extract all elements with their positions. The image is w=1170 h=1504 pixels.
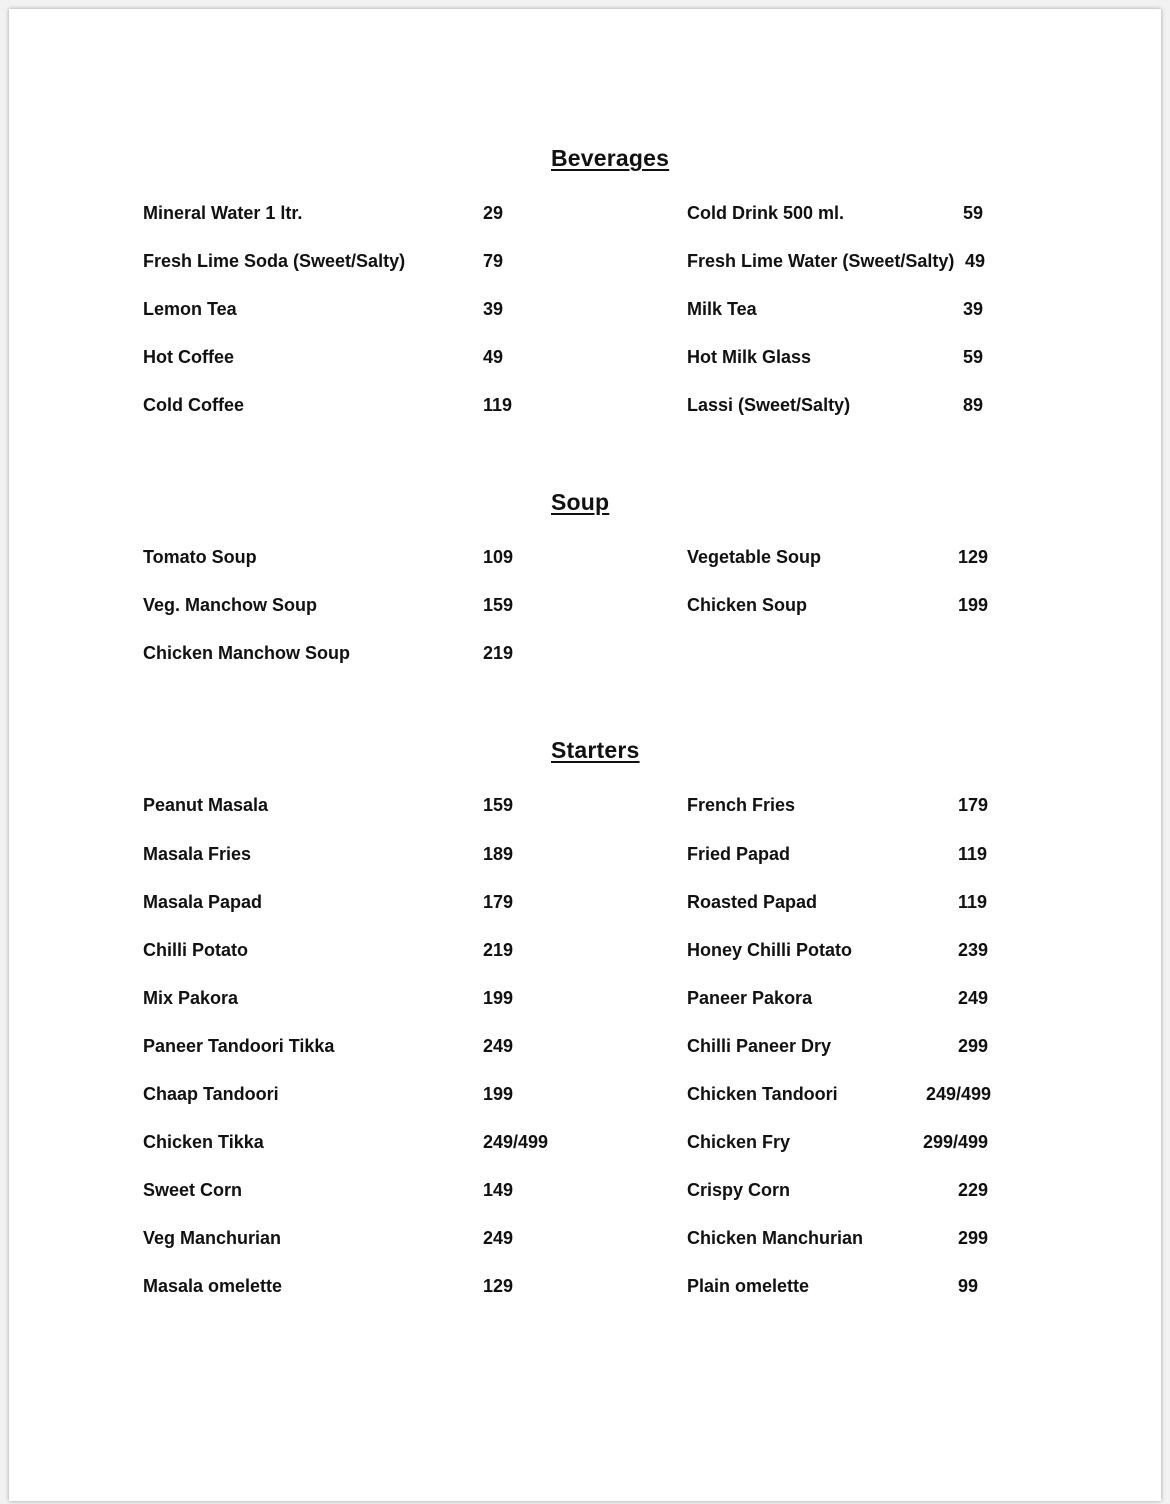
item-name: Peanut Masala [143, 795, 269, 815]
item-price: 199 [483, 988, 514, 1008]
item-price: 79 [483, 251, 504, 271]
item-price: 119 [958, 844, 988, 864]
item-price: 99 [958, 1276, 979, 1296]
item-name: Masala Fries [143, 844, 252, 864]
item-price: 29 [483, 203, 504, 223]
menu-row [9, 986, 1161, 1010]
item-name: Milk Tea [687, 299, 757, 319]
menu-row [9, 842, 1161, 866]
item-name: Cold Coffee [143, 395, 244, 415]
item-price: 119 [958, 892, 988, 912]
item-price: 119 [483, 395, 513, 415]
item-name: Fresh Lime Soda (Sweet/Salty) [143, 251, 406, 271]
item-name: Crispy Corn [687, 1180, 791, 1200]
menu-row [9, 593, 1161, 617]
menu-row [9, 1274, 1161, 1298]
menu-row [9, 201, 1161, 225]
menu-row [9, 1130, 1161, 1154]
item-name: Honey Chilli Potato [687, 940, 853, 960]
item-price: 249 [958, 988, 989, 1008]
item-price: 179 [958, 795, 989, 815]
section-title-beverages: Beverages [551, 145, 670, 171]
item-price: 39 [963, 299, 984, 319]
item-price: 89 [963, 395, 984, 415]
item-price: 299/499 [923, 1132, 989, 1152]
item-price: 159 [483, 595, 514, 615]
menu-row [9, 938, 1161, 962]
item-name: Hot Milk Glass [687, 347, 812, 367]
menu-page [9, 9, 1161, 1501]
item-name: Chicken Tandoori [687, 1084, 838, 1104]
item-price: 199 [483, 1084, 514, 1104]
item-name: Masala omelette [143, 1276, 283, 1296]
item-name: Plain omelette [687, 1276, 810, 1296]
item-name: Chicken Manchurian [687, 1228, 864, 1248]
item-name: Chicken Fry [687, 1132, 791, 1152]
item-price: 129 [483, 1276, 514, 1296]
item-price: 199 [958, 595, 989, 615]
item-name: Chilli Paneer Dry [687, 1036, 832, 1056]
item-name: Chicken Soup [687, 595, 808, 615]
item-price: 129 [958, 547, 989, 567]
item-name: Masala Papad [143, 892, 263, 912]
item-name: Chicken Manchow Soup [143, 643, 351, 663]
item-price: 189 [483, 844, 514, 864]
item-price: 229 [958, 1180, 989, 1200]
menu-row [9, 793, 1161, 817]
item-name: Mix Pakora [143, 988, 239, 1008]
item-name: Paneer Tandoori Tikka [143, 1036, 335, 1056]
menu-row [9, 1178, 1161, 1202]
item-name: Cold Drink 500 ml. [687, 203, 845, 223]
item-name: Hot Coffee [143, 347, 234, 367]
item-name: Fresh Lime Water (Sweet/Salty) [687, 251, 955, 271]
section-title-starters: Starters [551, 737, 640, 763]
item-price: 299 [958, 1036, 989, 1056]
menu-row [9, 641, 1161, 665]
menu-row [9, 1082, 1161, 1106]
item-price: 39 [483, 299, 504, 319]
item-name: Mineral Water 1 ltr. [143, 203, 303, 223]
item-price: 299 [958, 1228, 989, 1248]
item-name: Chicken Tikka [143, 1132, 264, 1152]
item-name: Roasted Papad [687, 892, 818, 912]
item-name: Lemon Tea [143, 299, 237, 319]
item-name: Tomato Soup [143, 547, 257, 567]
menu-row [9, 1034, 1161, 1058]
menu-row [9, 297, 1161, 321]
item-name: Veg Manchurian [143, 1228, 282, 1248]
section-title-soup: Soup [551, 489, 610, 515]
item-price: 149 [483, 1180, 514, 1200]
item-name: Vegetable Soup [687, 547, 822, 567]
item-price: 159 [483, 795, 514, 815]
item-name: Lassi (Sweet/Salty) [687, 395, 851, 415]
item-price: 59 [963, 203, 984, 223]
menu-row [9, 545, 1161, 569]
menu-row [9, 393, 1161, 417]
item-price: 249 [483, 1228, 514, 1248]
menu-row [9, 249, 1161, 273]
item-name: Fried Papad [687, 844, 791, 864]
item-name: Sweet Corn [143, 1180, 243, 1200]
item-price: 239 [958, 940, 989, 960]
item-price: 249/499 [483, 1132, 549, 1152]
item-price: 179 [483, 892, 514, 912]
item-price: 49 [965, 251, 986, 271]
item-price: 59 [963, 347, 984, 367]
item-name: Chilli Potato [143, 940, 248, 960]
item-price: 109 [483, 547, 514, 567]
item-name: Paneer Pakora [687, 988, 813, 1008]
item-name: French Fries [687, 795, 796, 815]
item-price: 249/499 [926, 1084, 992, 1104]
item-price: 219 [483, 643, 514, 663]
item-price: 249 [483, 1036, 514, 1056]
item-price: 219 [483, 940, 514, 960]
menu-row [9, 345, 1161, 369]
item-price: 49 [483, 347, 504, 367]
item-name: Chaap Tandoori [143, 1084, 279, 1104]
menu-row [9, 1226, 1161, 1250]
item-name: Veg. Manchow Soup [143, 595, 318, 615]
menu-row [9, 890, 1161, 914]
